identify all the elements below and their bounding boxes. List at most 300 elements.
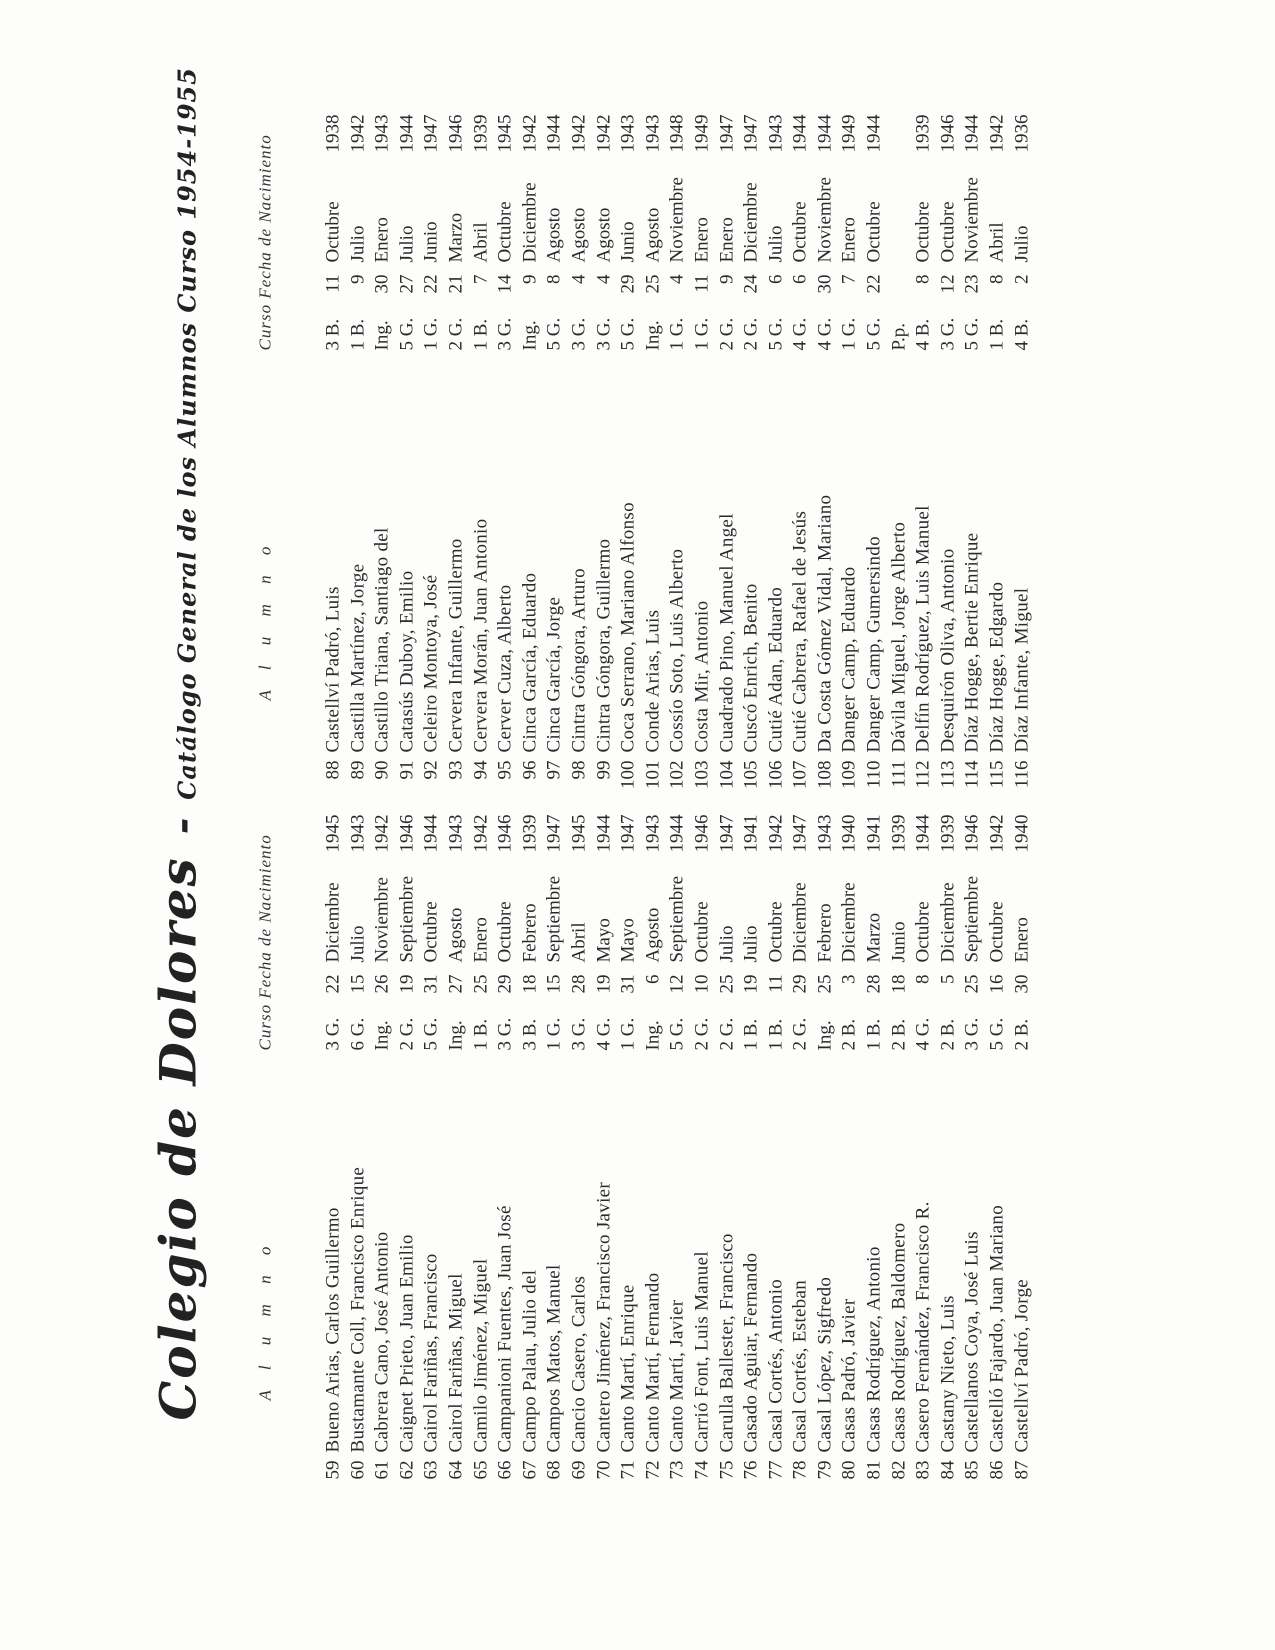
birth-year: 1936	[1010, 114, 1032, 152]
student-number: 96	[518, 760, 540, 779]
student-name: Costa Mir, Antonio	[690, 600, 712, 752]
student-name: Cancio Casero, Carlos	[567, 1275, 589, 1452]
birth-month: Noviembre	[666, 176, 688, 262]
birth-month: Octubre	[863, 200, 885, 262]
student-row	[788, 690, 813, 1490]
student-course: 3 G.	[494, 317, 516, 350]
birth-month: Octubre	[322, 200, 343, 262]
birth-year: 1943	[371, 114, 393, 152]
birth-month: Octubre	[936, 200, 958, 262]
birth-year: 1943	[764, 114, 786, 152]
birth-year: 1944	[912, 814, 934, 852]
student-row	[887, 690, 912, 1490]
student-row	[346, 0, 371, 790]
student-name: Casal Cortés, Esteban	[789, 1279, 811, 1452]
student-course: 3 G.	[567, 317, 589, 350]
student-row	[419, 0, 444, 790]
birth-year: 1939	[518, 814, 540, 852]
student-name: Cuadrado Pino, Manuel Angel	[715, 512, 737, 752]
birth-year: 1946	[395, 814, 417, 852]
student-course: 2 G.	[715, 317, 737, 350]
birth-year: 1939	[936, 814, 958, 852]
birth-year: 1944	[961, 114, 983, 152]
birth-day: 23	[961, 274, 983, 293]
student-name: Castillo Triana, Santiago del	[371, 526, 393, 752]
student-row	[518, 0, 543, 790]
birth-day: 28	[863, 974, 885, 993]
student-row	[518, 690, 543, 1490]
student-name: Cintra Góngora, Guillermo	[592, 538, 614, 752]
student-course: 1 B.	[346, 318, 368, 350]
student-number: 73	[666, 1460, 688, 1479]
birth-day: 22	[322, 974, 343, 993]
student-name: Cutié Cabrera, Rafael de Jesús	[789, 510, 811, 752]
student-number: 68	[543, 1460, 565, 1479]
birth-month: Julio	[764, 225, 786, 262]
student-row	[1010, 0, 1035, 790]
student-row	[616, 690, 641, 1490]
student-row	[690, 0, 715, 790]
birth-day: 18	[887, 974, 909, 993]
student-name: Cerver Cuza, Alberto	[494, 584, 516, 752]
student-course: 2 B.	[838, 1018, 860, 1050]
student-number: 104	[715, 760, 737, 789]
birth-month: Enero	[715, 216, 737, 262]
birth-year: 1941	[740, 814, 762, 852]
student-name: Cuscó Enrich, Benito	[740, 582, 762, 752]
student-number: 102	[666, 760, 688, 789]
student-number: 110	[863, 760, 885, 788]
birth-day: 27	[444, 974, 466, 993]
catalog-subtitle: Catálogo General de los Alumnos Curso 1954-1955	[172, 66, 201, 800]
student-number: 82	[887, 1460, 909, 1479]
student-row	[493, 0, 518, 790]
student-name: Castilla Martínez, Jorge	[346, 563, 368, 752]
student-number: 75	[715, 1460, 737, 1479]
student-number: 80	[838, 1460, 860, 1479]
student-row	[960, 0, 985, 790]
birth-day: 30	[813, 274, 835, 293]
page-title	[148, 67, 207, 1420]
student-number: 86	[986, 1460, 1008, 1479]
birth-month: Octubre	[420, 900, 442, 962]
student-number: 93	[444, 760, 466, 779]
student-course: 4 G.	[592, 1017, 614, 1050]
birth-day: 7	[838, 274, 860, 284]
birth-month: Junio	[617, 220, 639, 262]
birth-year: 1944	[863, 114, 885, 152]
student-course: 2 G.	[395, 1017, 417, 1050]
birth-day: 24	[740, 274, 762, 293]
student-row	[739, 690, 764, 1490]
birth-year: 1946	[494, 814, 516, 852]
student-course: 3 B.	[322, 318, 343, 350]
birth-day: 9	[518, 274, 540, 284]
birth-day: 25	[469, 974, 491, 993]
birth-year: 1947	[617, 814, 639, 852]
birth-month: Agosto	[641, 907, 663, 962]
birth-day: 28	[567, 974, 589, 993]
student-row	[813, 690, 838, 1490]
student-name: Delfín Rodríguez, Luis Manuel	[912, 504, 934, 752]
school-name: Colegio de Dolores	[148, 855, 207, 1420]
student-course: 5 G.	[420, 1017, 442, 1050]
student-row	[542, 690, 567, 1490]
student-name: Desquirón Oliva, Antonio	[936, 547, 958, 752]
student-row	[370, 0, 395, 790]
student-row	[960, 690, 985, 1490]
student-course: 4 B.	[912, 318, 934, 350]
student-course: 2 G.	[690, 1017, 712, 1050]
student-number: 87	[1010, 1460, 1032, 1479]
birth-day: 31	[617, 974, 639, 993]
student-number: 76	[740, 1460, 762, 1479]
student-row	[616, 0, 641, 790]
student-name: Campanioni Fuentes, Juan José	[494, 1204, 516, 1452]
birth-month: Enero	[469, 916, 491, 962]
birth-day: 30	[1010, 974, 1032, 993]
birth-day: 9	[715, 274, 737, 284]
student-number: 90	[371, 760, 393, 779]
student-number: 95	[494, 760, 516, 779]
birth-year: 1945	[494, 114, 516, 152]
student-number: 106	[764, 760, 786, 789]
student-name: Cutié Adan, Eduardo	[764, 586, 786, 752]
student-number: 69	[567, 1460, 589, 1479]
student-number: 99	[592, 760, 614, 779]
birth-month: Enero	[838, 216, 860, 262]
birth-year: 1942	[371, 814, 393, 852]
student-course: 2 G.	[444, 317, 466, 350]
birth-day: 6	[789, 274, 811, 284]
student-row	[321, 0, 346, 790]
student-number: 116	[1010, 760, 1032, 788]
student-name: Castellví Padró, Jorge	[1010, 1278, 1032, 1452]
student-name: Castelló Fajardo, Juan Mariano	[986, 1204, 1008, 1452]
student-course: 1 B.	[740, 1018, 762, 1050]
student-course: 3 G.	[567, 1017, 589, 1050]
student-name: Cervera Infante, Guillermo	[444, 537, 466, 752]
student-course: 5 G.	[666, 1017, 688, 1050]
student-row	[493, 690, 518, 1490]
student-number: 84	[936, 1460, 958, 1479]
birth-year: 1943	[617, 114, 639, 152]
student-name: Camilo Jiménez, Miguel	[469, 1258, 491, 1452]
student-course: Ing.	[371, 319, 393, 350]
student-name: Casado Aguiar, Fernando	[740, 1252, 762, 1452]
birth-year: 1944	[789, 114, 811, 152]
student-course: 2 G.	[715, 1017, 737, 1050]
student-number: 64	[444, 1460, 466, 1479]
birth-month: Octubre	[494, 900, 516, 962]
student-name: Cairol Fariñas, Francisco	[420, 1252, 442, 1452]
student-row	[887, 0, 912, 790]
student-row	[764, 690, 789, 1490]
birth-month: Febrero	[518, 902, 540, 962]
student-course: 2 G.	[740, 317, 762, 350]
birth-year: 1947	[543, 814, 565, 852]
birth-month: Octubre	[986, 900, 1008, 962]
student-course: 1 B.	[863, 1018, 885, 1050]
student-row	[985, 690, 1010, 1490]
student-course: 2 G.	[789, 1017, 811, 1050]
birth-day: 27	[395, 274, 417, 293]
birth-month: Septiembre	[666, 875, 688, 962]
student-number: 66	[494, 1460, 516, 1479]
birth-year: 1943	[444, 814, 466, 852]
student-row	[788, 0, 813, 790]
birth-year: 1949	[690, 114, 712, 152]
birth-year: 1944	[813, 114, 835, 152]
birth-day: 11	[690, 274, 712, 293]
birth-day: 25	[961, 974, 983, 993]
student-number: 97	[543, 760, 565, 779]
student-number: 79	[813, 1460, 835, 1479]
birth-day: 11	[322, 274, 343, 293]
left-column	[255, 690, 1034, 1490]
birth-month: Mayo	[617, 917, 639, 962]
student-name: Cintra Góngora, Arturo	[567, 567, 589, 752]
birth-month: Diciembre	[789, 881, 811, 962]
header-alumno: A l u m n o	[255, 1238, 274, 1400]
birth-year: 1944	[420, 814, 442, 852]
birth-day: 3	[838, 974, 860, 984]
student-row	[837, 690, 862, 1490]
student-row	[592, 0, 617, 790]
student-row	[665, 690, 690, 1490]
student-name: Casal López, Sigfredo	[813, 1276, 835, 1452]
student-row	[690, 690, 715, 1490]
student-name: Cantero Jiménez, Francisco Javier	[592, 1181, 614, 1452]
student-number: 115	[986, 760, 1008, 788]
student-name: Casas Rodríguez, Antonio	[863, 1245, 885, 1452]
birth-day: 12	[666, 974, 688, 993]
birth-year: 1944	[543, 114, 565, 152]
birth-year: 1945	[567, 814, 589, 852]
birth-year: 1942	[764, 814, 786, 852]
student-course: 1 G.	[617, 1017, 639, 1050]
student-course: 1 B.	[764, 1018, 786, 1050]
birth-month: Julio	[715, 925, 737, 962]
birth-month: Octubre	[789, 200, 811, 262]
birth-day: 14	[494, 274, 516, 293]
student-course: 3 G.	[936, 317, 958, 350]
header-curso-fecha: Curso Fecha de Nacimiento	[255, 133, 274, 350]
student-number: 98	[567, 760, 589, 779]
birth-year: 1946	[936, 114, 958, 152]
right-student-list	[321, 0, 1034, 790]
student-number: 113	[936, 760, 958, 788]
birth-month: Diciembre	[936, 881, 958, 962]
student-course: 4 G.	[912, 1017, 934, 1050]
birth-year: 1946	[690, 814, 712, 852]
student-number: 70	[592, 1460, 614, 1479]
birth-year: 1942	[469, 814, 491, 852]
student-number: 78	[789, 1460, 811, 1479]
birth-year: 1945	[322, 814, 343, 852]
birth-year: 1946	[444, 114, 466, 152]
birth-month: Enero	[690, 216, 712, 262]
student-row	[665, 0, 690, 790]
header-alumno: A l u m n o	[255, 538, 274, 700]
birth-day: 22	[420, 274, 442, 293]
birth-year: 1942	[346, 114, 368, 152]
student-name: Casas Rodríguez, Baldomero	[887, 1222, 909, 1452]
student-number: 94	[469, 760, 491, 779]
birth-year: 1939	[912, 114, 934, 152]
student-row	[395, 0, 420, 790]
student-course: 5 G.	[961, 317, 983, 350]
student-name: Castellví Padró, Luis	[322, 585, 343, 752]
left-student-list	[321, 690, 1034, 1490]
right-header	[255, 0, 281, 790]
student-course: 5 G.	[764, 317, 786, 350]
student-course: Ing.	[518, 319, 540, 350]
birth-year: 1944	[395, 114, 417, 152]
student-row	[813, 0, 838, 790]
birth-year: 1943	[813, 814, 835, 852]
birth-month: Septiembre	[395, 875, 417, 962]
student-row	[862, 0, 887, 790]
birth-year: 1942	[567, 114, 589, 152]
student-course: 2 B.	[887, 1018, 909, 1050]
birth-year: 1943	[641, 114, 663, 152]
birth-year: 1949	[838, 114, 860, 152]
student-row	[715, 690, 740, 1490]
student-number: 72	[641, 1460, 663, 1479]
student-number: 63	[420, 1460, 442, 1479]
birth-month: Abril	[986, 221, 1008, 262]
birth-year: 1947	[715, 114, 737, 152]
student-name: Celeiro Montoya, José	[420, 574, 442, 752]
birth-day: 29	[617, 274, 639, 293]
birth-day: 26	[371, 974, 393, 993]
birth-month: Noviembre	[961, 176, 983, 262]
student-number: 100	[617, 760, 639, 789]
student-course: Ing.	[371, 1019, 393, 1050]
birth-month: Octubre	[912, 200, 934, 262]
student-row	[1010, 690, 1035, 1490]
birth-month: Abril	[469, 221, 491, 262]
birth-month: Julio	[1010, 225, 1032, 262]
student-row	[764, 0, 789, 790]
birth-month: Agosto	[641, 207, 663, 262]
birth-day: 19	[395, 974, 417, 993]
birth-day: 4	[592, 274, 614, 284]
student-name: Coca Serrano, Mariano Alfonso	[617, 501, 639, 752]
student-course: 4 G.	[789, 317, 811, 350]
birth-month: Noviembre	[813, 176, 835, 262]
student-number: 107	[789, 760, 811, 789]
student-row	[444, 690, 469, 1490]
student-row	[715, 0, 740, 790]
student-course: 4 G.	[813, 317, 835, 350]
birth-day: 30	[371, 274, 393, 293]
birth-month: Agosto	[592, 207, 614, 262]
birth-year: 1947	[740, 114, 762, 152]
student-course: 1 G.	[838, 317, 860, 350]
student-name: Casero Fernández, Francisco R.	[912, 1200, 934, 1452]
student-course: 2 B.	[1010, 1018, 1032, 1050]
birth-month: Diciembre	[838, 881, 860, 962]
student-name: Casas Padró, Javier	[838, 1298, 860, 1452]
birth-year: 1942	[986, 114, 1008, 152]
birth-day: 19	[592, 974, 614, 993]
birth-month: Marzo	[863, 912, 885, 962]
birth-year: 1939	[469, 114, 491, 152]
student-name: Díaz Hogge, Edgardo	[986, 581, 1008, 752]
student-name: Catasús Duboy, Emilio	[395, 570, 417, 752]
birth-month: Mayo	[592, 917, 614, 962]
birth-year: 1947	[715, 814, 737, 852]
student-number: 101	[641, 760, 663, 789]
student-number: 103	[690, 760, 712, 789]
student-number: 92	[420, 760, 442, 779]
student-row	[567, 690, 592, 1490]
student-number: 114	[961, 760, 983, 788]
birth-year: 1940	[1010, 814, 1032, 852]
student-name: Danger Camp, Eduardo	[838, 566, 860, 752]
student-row	[370, 690, 395, 1490]
birth-day: 8	[986, 274, 1008, 284]
student-row	[567, 0, 592, 790]
student-course: 4 B.	[1010, 318, 1032, 350]
birth-year: 1944	[592, 814, 614, 852]
student-row	[862, 690, 887, 1490]
student-name: Cairol Fariñas, Miguel	[444, 1272, 466, 1452]
student-name: Cinca García, Eduardo	[518, 572, 540, 752]
student-name: Carulla Ballester, Francisco	[715, 1232, 737, 1452]
student-number: 88	[322, 760, 343, 779]
birth-day: 2	[1010, 274, 1032, 284]
student-course: 1 G.	[690, 317, 712, 350]
student-course: 3 G.	[322, 1017, 343, 1050]
birth-year: 1948	[666, 114, 688, 152]
birth-day: 22	[863, 274, 885, 293]
student-name: Bueno Arias, Carlos Guillermo	[322, 1206, 343, 1452]
student-course: 2 B.	[936, 1018, 958, 1050]
birth-year: 1941	[863, 814, 885, 852]
student-course: 1 B.	[469, 318, 491, 350]
student-number: 109	[838, 760, 860, 789]
student-name: Castany Nieto, Luis	[936, 1294, 958, 1452]
student-course: 3 G.	[592, 317, 614, 350]
birth-month: Octubre	[912, 900, 934, 962]
birth-month: Octubre	[690, 900, 712, 962]
student-name: Cabrera Cano, José Antonio	[371, 1231, 393, 1452]
student-name: Bustamante Coll, Francisco Enrique	[346, 1166, 368, 1452]
student-row	[985, 0, 1010, 790]
student-name: Cossío Soto, Luis Alberto	[666, 548, 688, 752]
student-row	[469, 690, 494, 1490]
student-course: 1 B.	[986, 318, 1008, 350]
right-column	[255, 0, 1034, 790]
birth-month: Septiembre	[543, 875, 565, 962]
birth-day: 10	[690, 974, 712, 993]
birth-day: 6	[764, 274, 786, 284]
birth-day: 8	[912, 274, 934, 284]
birth-month: Junio	[420, 220, 442, 262]
student-name: Canto Martí, Fernando	[641, 1272, 663, 1452]
student-row	[395, 690, 420, 1490]
student-name: Campo Palau, Julio del	[518, 1269, 540, 1452]
birth-month: Noviembre	[371, 876, 393, 962]
student-number: 65	[469, 1460, 491, 1479]
birth-month: Julio	[740, 925, 762, 962]
birth-day: 8	[543, 274, 565, 284]
birth-day: 9	[346, 274, 368, 284]
student-number: 85	[961, 1460, 983, 1479]
